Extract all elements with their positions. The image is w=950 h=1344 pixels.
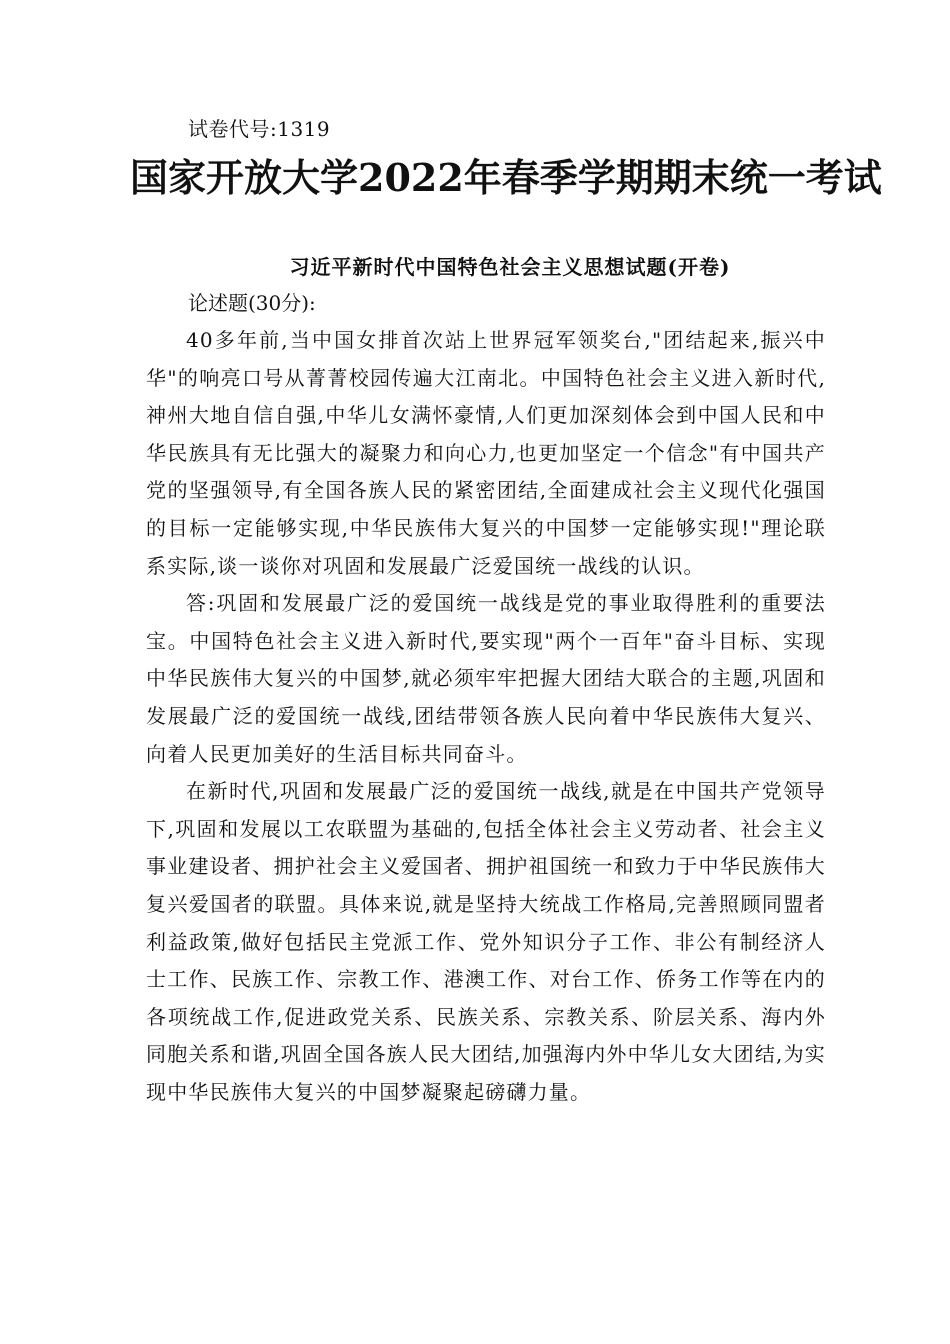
question-paragraph: 40多年前,当中国女排首次站上世界冠军领奖台,"团结起来,振兴中华"的响亮口号从菁菁校园传遍大江南北。中国特色社会主义进入新时代,神州大地自信自强,中华儿女满怀豪情,人们更加深刻体会到中国人民和中华民族具有无比强大的凝聚力和向心力,也更加坚定一个信念"有中国共产党的坚强领导,有全国各族人民的紧密团结,全面建成社会主义现代化强国的目标一定能够实现,中华民族伟大复兴的中国梦一定能够实现!"理论联系实际,谈一谈你对巩固和发展最广泛爱国统一战线的认识。 (146, 328, 826, 578)
paper-code: 试卷代号:1319 (188, 117, 331, 141)
answer-paragraph-1: 答:巩固和发展最广泛的爱国统一战线是党的事业取得胜利的重要法宝。中国特色社会主义进入新时代,要实现"两个一百年"奋斗目标、实现中华民族伟大复兴的中国梦,就必须牢牢把握大团结大联合的主题,巩固和发展最广泛的爱国统一战线,团结带领各族人民向着中华民族伟大复兴、向着人民更加美好的生活目标共同奋斗。 (146, 591, 826, 766)
subject-title: 习近平新时代中国特色社会主义思想试题(开卷) (289, 255, 731, 279)
document-body (146, 322, 826, 1111)
section-label: 论述题(30分): (188, 291, 316, 315)
exam-title: 国家开放大学2022年春季学期期末统一考试 (130, 155, 882, 200)
answer-paragraph-2: 在新时代,巩固和发展最广泛的爱国统一战线,就是在中国共产党领导下,巩固和发展以工农联盟为基础的,包括全体社会主义劳动者、社会主义事业建设者、拥护社会主义爱国者、拥护祖国统一和致力于中华民族伟大复兴爱国者的联盟。具体来说,就是坚持大统战工作格局,完善照顾同盟者利益政策,做好包括民主党派工作、党外知识分子工作、非公有制经济人士工作、民族工作、宗教工作、港澳工作、对台工作、侨务工作等在内的各项统战工作,促进政党关系、民族关系、宗教关系、阶层关系、海内外同胞关系和谐,巩固全国各族人民大团结,加强海内外中华儿女大团结,为实现中华民族伟大复兴的中国梦凝聚起磅礴力量。 (146, 779, 826, 1104)
